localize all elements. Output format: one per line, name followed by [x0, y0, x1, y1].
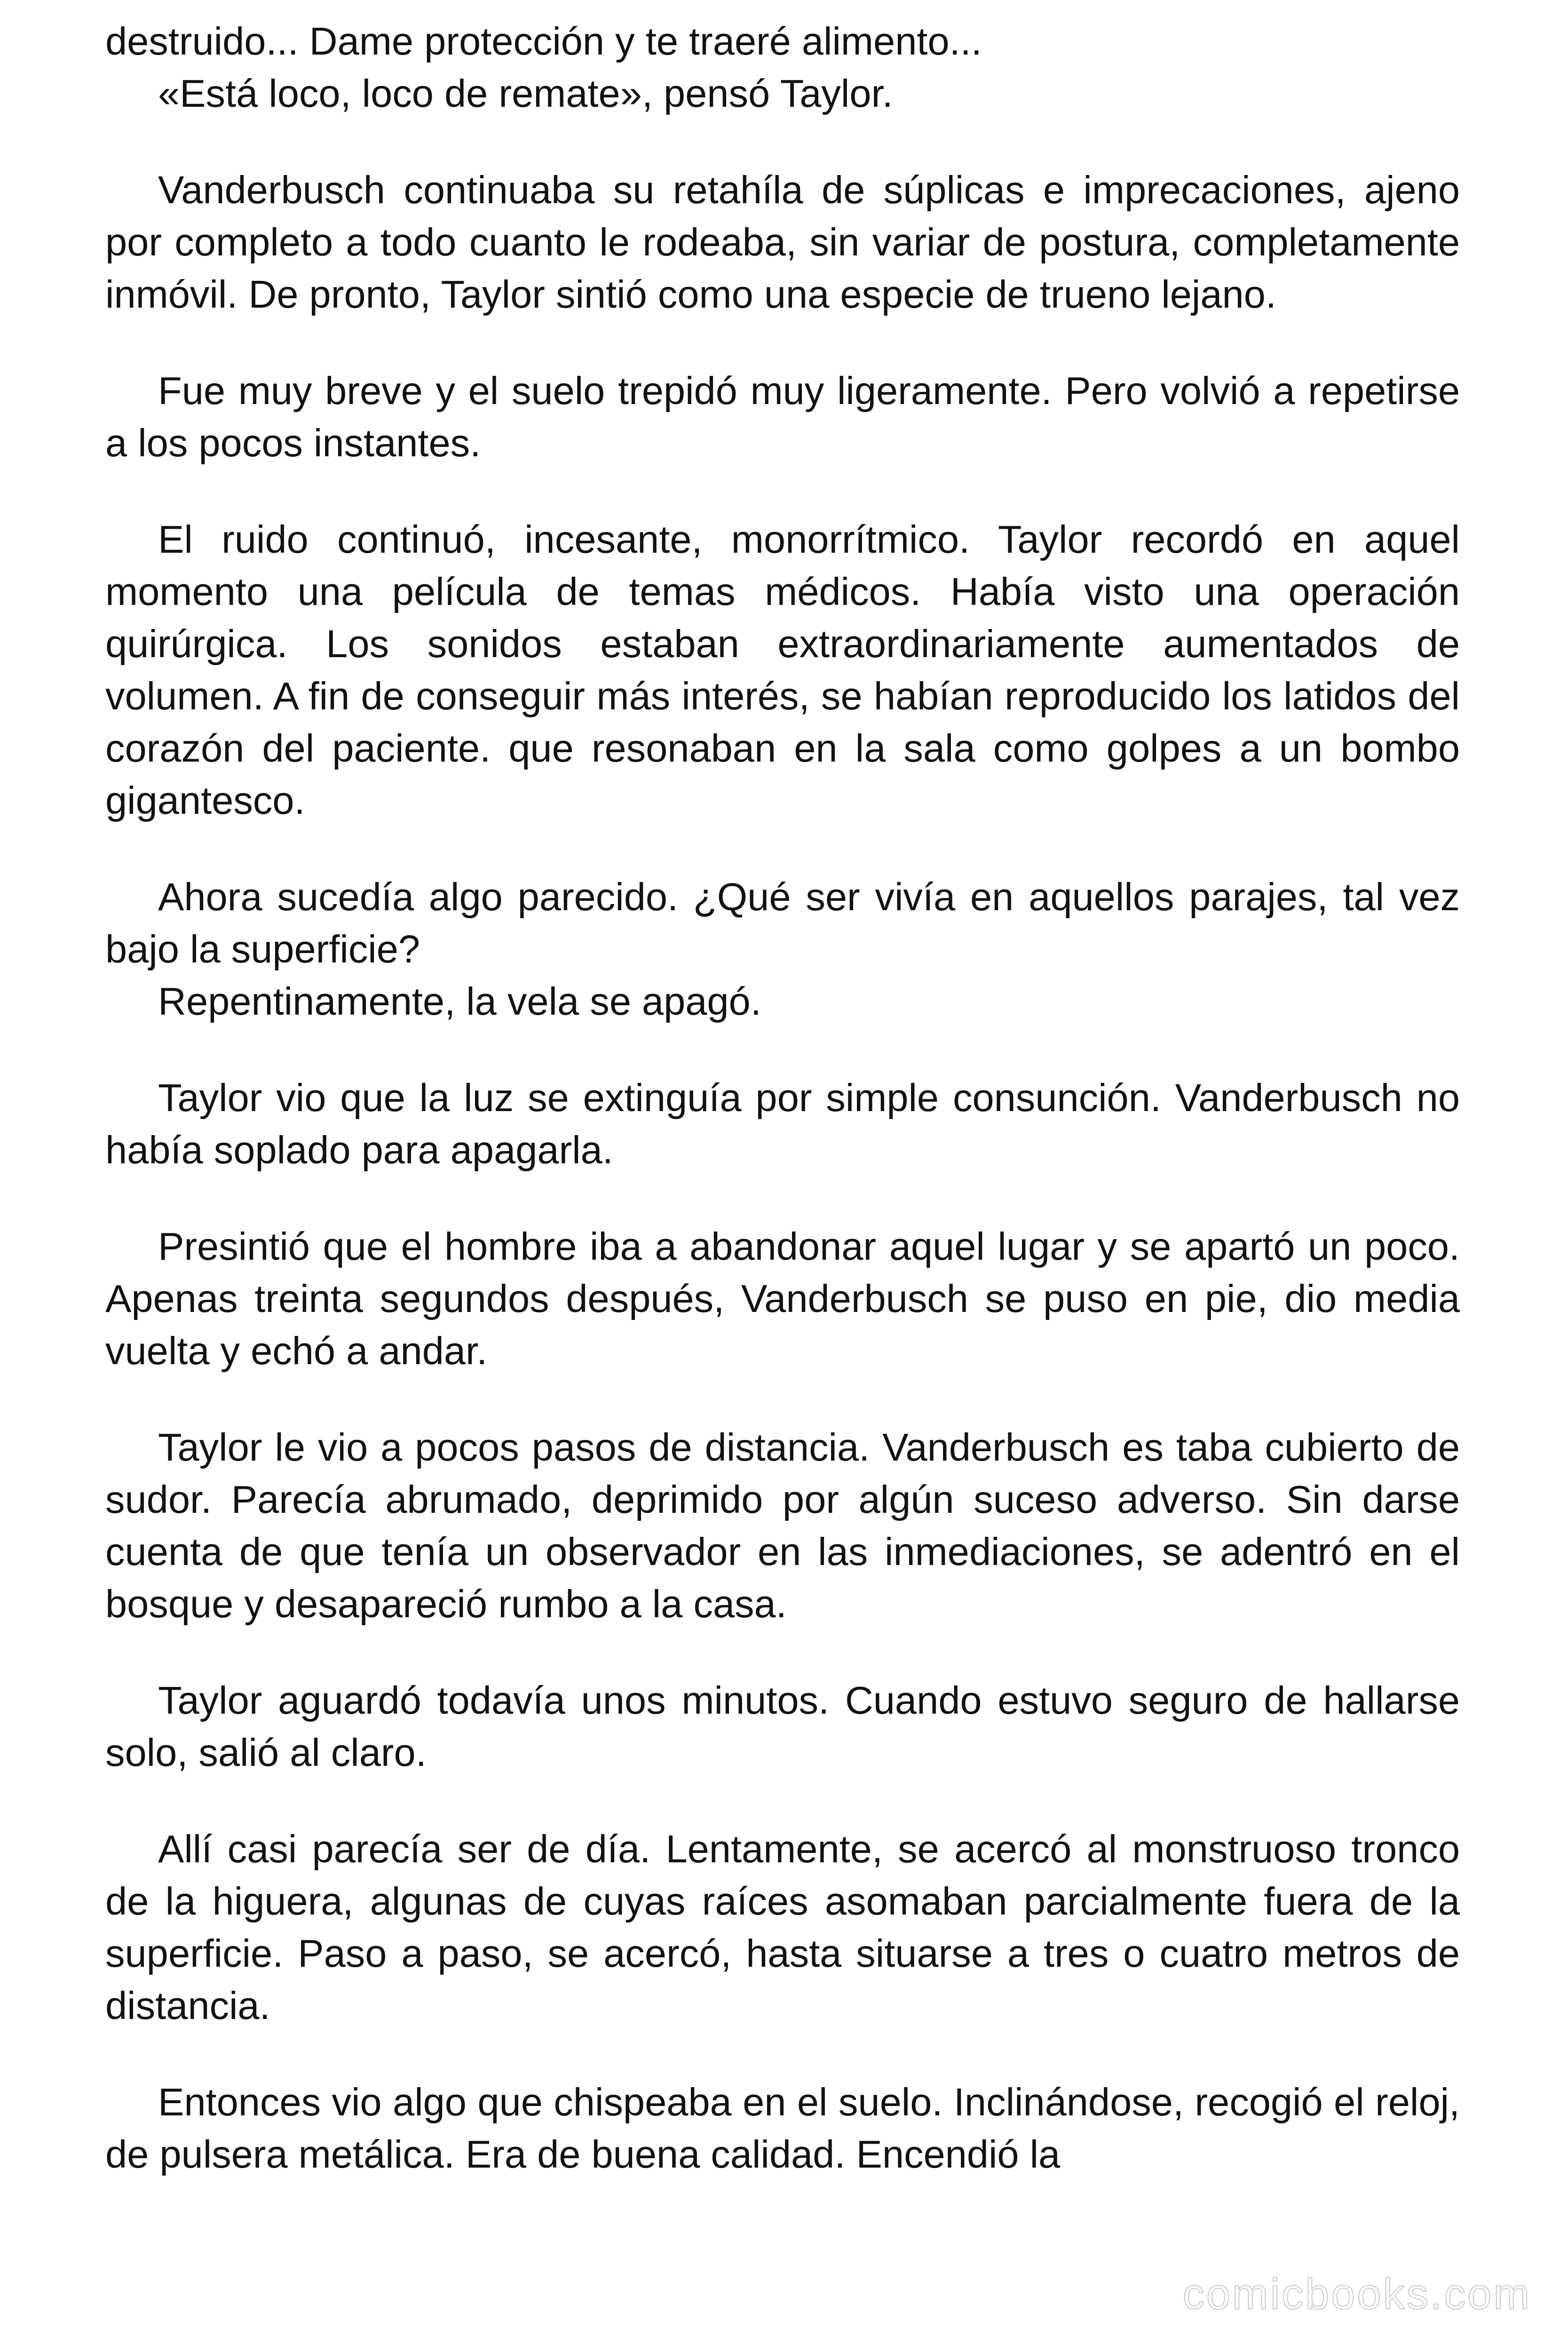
paragraph-8: Taylor vio que la luz se extinguía por simple consunción. Vanderbusch no había soplado para apagarla.: [105, 1076, 1460, 1172]
paragraph-11: Taylor aguardó todavía unos minutos. Cuando estuvo seguro de hallarse solo, salió al claro.: [105, 1678, 1460, 1774]
paragraph-9: Presintió que el hombre iba a abandonar aquel lugar y se apartó un poco. Apenas treinta segundos después, Vanderbusch se puso en pie, dio media vuelta y echó a andar.: [105, 1224, 1460, 1373]
paragraph-6: Ahora sucedía algo parecido. ¿Qué ser vivía en aquellos parajes, tal vez bajo la superficie?: [105, 875, 1460, 971]
paragraph-4: Fue muy breve y el suelo trepidó muy ligeramente. Pero volvió a repetirse a los pocos instantes.: [105, 369, 1460, 465]
paragraph-1: destruido... Dame protección y te traeré alimento...: [105, 19, 982, 63]
book-page: [105, 15, 1460, 2180]
paragraph-12: Allí casi parecía ser de día. Lentamente, se acercó al monstruoso tronco de la higuera, algunas de cuyas raíces asomaban parcialmente fuera de la superficie. Paso a paso, se acercó, hasta situarse a tres o cuatro metros de distancia.: [105, 1827, 1460, 2027]
paragraph-3: Vanderbusch continuaba su retahíla de súplicas e imprecaciones, ajeno por completo a todo cuanto le rodeaba, sin variar de postura, completamente inmóvil. De pronto, Taylor sintió como una especie de trueno lejano.: [105, 168, 1460, 316]
paragraph-5: El ruido continuó, incesante, monorrítmico. Taylor recordó en aquel momento una película de temas médicos. Había visto una operación quirúrgica. Los sonidos estaban extraordinariamente aumentados de volumen. A fin de conseguir más interés, se habían reproducido los latidos del corazón del paciente. que resonaban en la sala como golpes a un bombo gigantesco.: [105, 517, 1460, 822]
paragraph-2: «Está loco, loco de remate», pensó Taylor.: [158, 72, 893, 115]
paragraph-10: Taylor le vio a pocos pasos de distancia. Vanderbusch es taba cubierto de sudor. Parecía abrumado, deprimido por algún suceso adverso. Sin darse cuenta de que tenía un observador en las inmediaciones, se adentró en el bosque y desapareció rumbo a la casa.: [105, 1425, 1460, 1626]
watermark: comicbooks.com: [1182, 2270, 1531, 2318]
paragraph-7: Repentinamente, la vela se apagó.: [158, 979, 761, 1023]
paragraph-13: Entonces vio algo que chispeaba en el suelo. Inclinándose, recogió el reloj, de pulsera metálica. Era de buena calidad. Encendió la: [105, 2080, 1460, 2176]
